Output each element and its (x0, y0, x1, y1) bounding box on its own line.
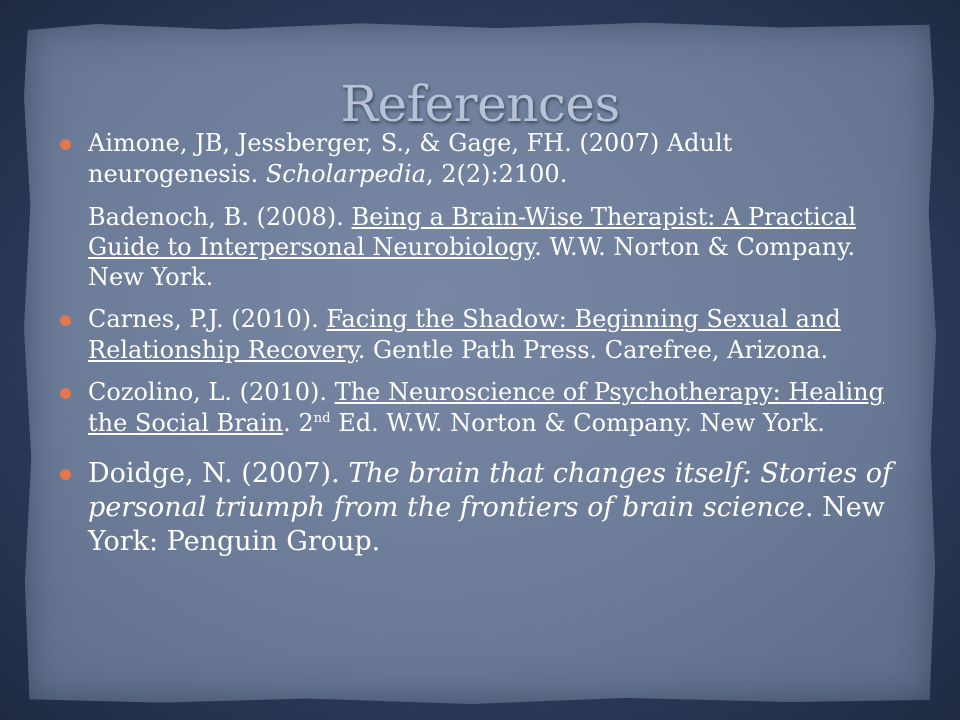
reference-text: Badenoch, B. (2008). (88, 203, 352, 231)
reference-item (60, 377, 910, 439)
reference-item (60, 202, 910, 292)
reference-item (60, 128, 910, 190)
reference-text: , 2(2):2100. (426, 160, 568, 188)
bullet-icon (60, 388, 71, 399)
reference-text: . New York: Penguin Group. (88, 492, 885, 557)
ordinal-suffix: nd (313, 411, 331, 426)
bullet-icon (60, 139, 71, 150)
book-title: Facing the Shadow: Beginning Sexual and Relationship Recovery (88, 305, 841, 364)
bullet-icon (60, 469, 71, 480)
reference-text: Ed. W.W. Norton & Company. New York. (330, 409, 825, 437)
book-title: The brain that changes itself: Stories of personal triumph from the frontiers of brain science (88, 458, 893, 523)
reference-text: Cozolino, L. (2010). (88, 378, 335, 406)
reference-text: . 2 (283, 409, 314, 437)
reference-text: . Gentle Path Press. Carefree, Arizona. (357, 336, 829, 364)
book-title: Being a Brain-Wise Therapist: A Practical Guide to Interpersonal Neurobiology (88, 203, 857, 261)
reference-text: Doidge, N. (2007). (88, 458, 349, 489)
reference-text: . W.W. Norton & Company. New York. (88, 233, 856, 291)
reference-text: Aimone, JB, Jessberger, S., & Gage, FH. (2007) Adult neurogenesis. (88, 129, 733, 188)
book-title: The Neuroscience of Psychotherapy: Healing the Social Brain (88, 378, 884, 437)
reference-item (60, 304, 910, 366)
bullet-icon (60, 315, 71, 326)
reference-list (60, 128, 910, 559)
reference-item (60, 457, 910, 559)
slide-title: References (340, 75, 620, 133)
journal-title: Scholarpedia (265, 160, 427, 188)
reference-text: Carnes, P.J. (2010). (88, 305, 327, 333)
